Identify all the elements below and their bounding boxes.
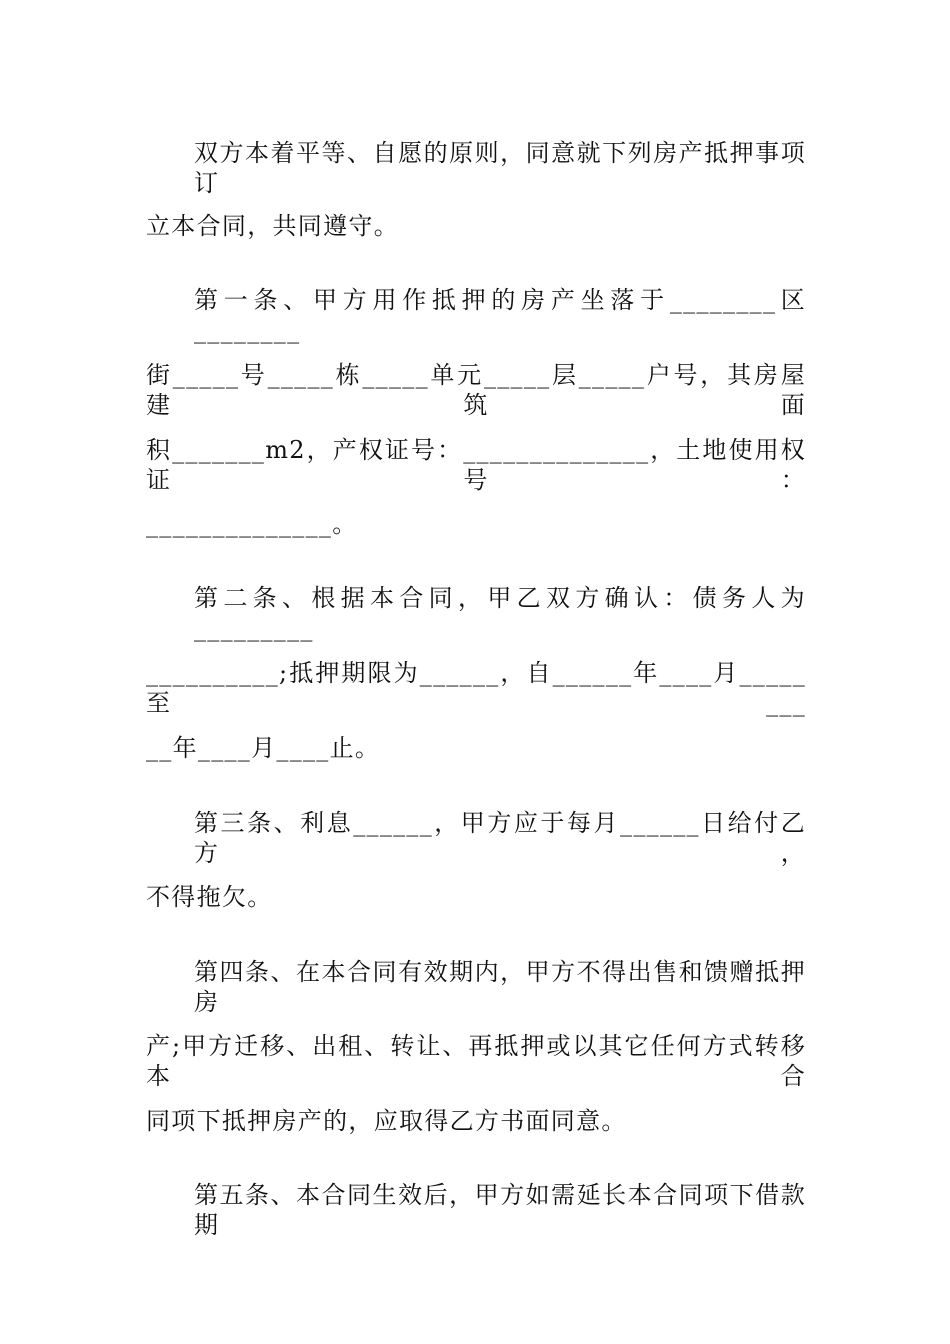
article-3-line-1: 第三条、利息______，甲方应于每月______日给付乙方， xyxy=(194,809,806,867)
article-2-line-2: __________;抵押期限为______，自______年____月_____至___ xyxy=(146,659,806,717)
paragraph-intro-line-2: 立本合同，共同遵守。 xyxy=(146,212,399,240)
article-1-line-1: 第一条、甲方用作抵押的房产坐落于________区________ xyxy=(194,286,806,344)
paragraph-intro-line-1: 双方本着平等、自愿的原则，同意就下列房产抵押事项订 xyxy=(194,139,806,197)
article-4-line-2: 产;甲方迁移、出租、转让、再抵押或以其它任何方式转移本合 xyxy=(146,1032,806,1090)
article-1-line-2: 街_____号_____栋_____单元_____层_____户号，其房屋建筑面 xyxy=(146,361,806,419)
article-3-line-2: 不得拖欠。 xyxy=(146,883,273,911)
article-1-line-4: ______________。 xyxy=(146,510,358,538)
article-4-line-1: 第四条、在本合同有效期内，甲方不得出售和馈赠抵押房 xyxy=(194,958,806,1016)
article-5-line-1: 第五条、本合同生效后，甲方如需延长本合同项下借款期 xyxy=(194,1181,806,1239)
article-2-line-3: __年____月____止。 xyxy=(146,734,381,762)
article-1-line-3: 积_______m2，产权证号：______________，土地使用权证号： xyxy=(146,436,806,494)
article-4-line-3: 同项下抵押房产的，应取得乙方书面同意。 xyxy=(146,1107,627,1135)
article-2-line-1: 第二条、根据本合同，甲乙双方确认：债务人为_________ xyxy=(194,584,806,642)
